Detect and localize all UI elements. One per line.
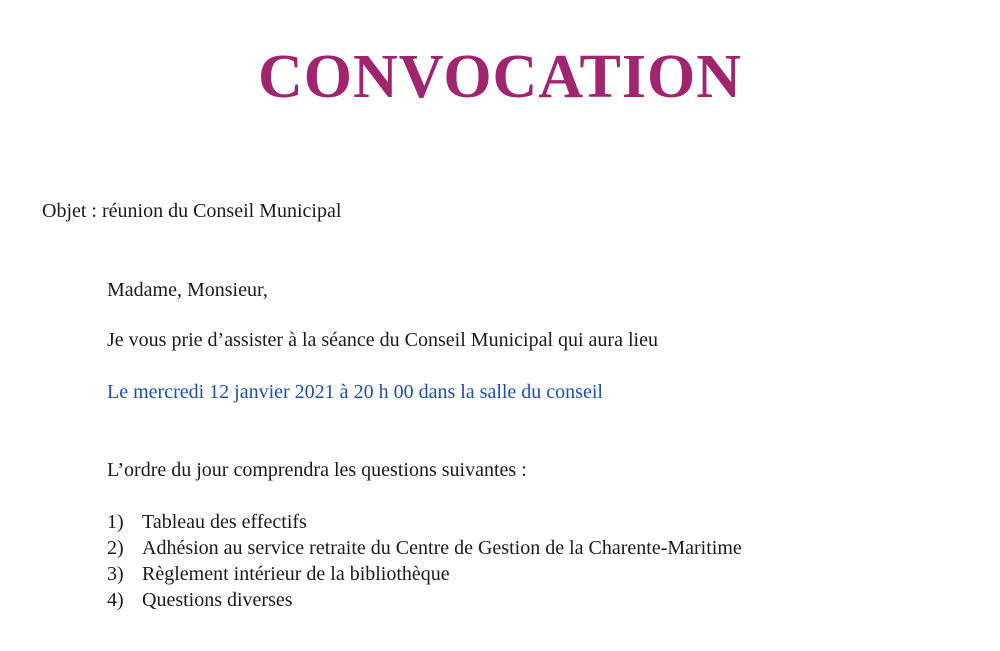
intro-paragraph: Je vous prie d’assister à la séance du Conseil Municipal qui aura lieu: [107, 329, 658, 351]
agenda-item-text: Règlement intérieur de la bibliothèque: [142, 563, 450, 585]
agenda-list: [107, 509, 742, 613]
meeting-date-line: Le mercredi 12 janvier 2021 à 20 h 00 dans la salle du conseil: [107, 381, 603, 403]
agenda-item: [107, 587, 742, 613]
agenda-item-text: Tableau des effectifs: [142, 511, 307, 533]
agenda-item: [107, 509, 742, 535]
subject-line: Objet : réunion du Conseil Municipal: [42, 200, 342, 222]
agenda-item: [107, 535, 742, 561]
agenda-item: [107, 561, 742, 587]
agenda-item-text: Questions diverses: [142, 589, 293, 611]
agenda-item-number: 2): [107, 537, 124, 559]
agenda-item-number: 4): [107, 589, 124, 611]
agenda-item-text: Adhésion au service retraite du Centre de Gestion de la Charente-Maritime: [142, 537, 742, 559]
agenda-intro: L’ordre du jour comprendra les questions suivantes :: [107, 459, 527, 481]
page-title: CONVOCATION: [258, 43, 742, 111]
agenda-item-number: 1): [107, 511, 124, 533]
agenda-item-number: 3): [107, 563, 124, 585]
salutation: Madame, Monsieur,: [107, 279, 268, 301]
